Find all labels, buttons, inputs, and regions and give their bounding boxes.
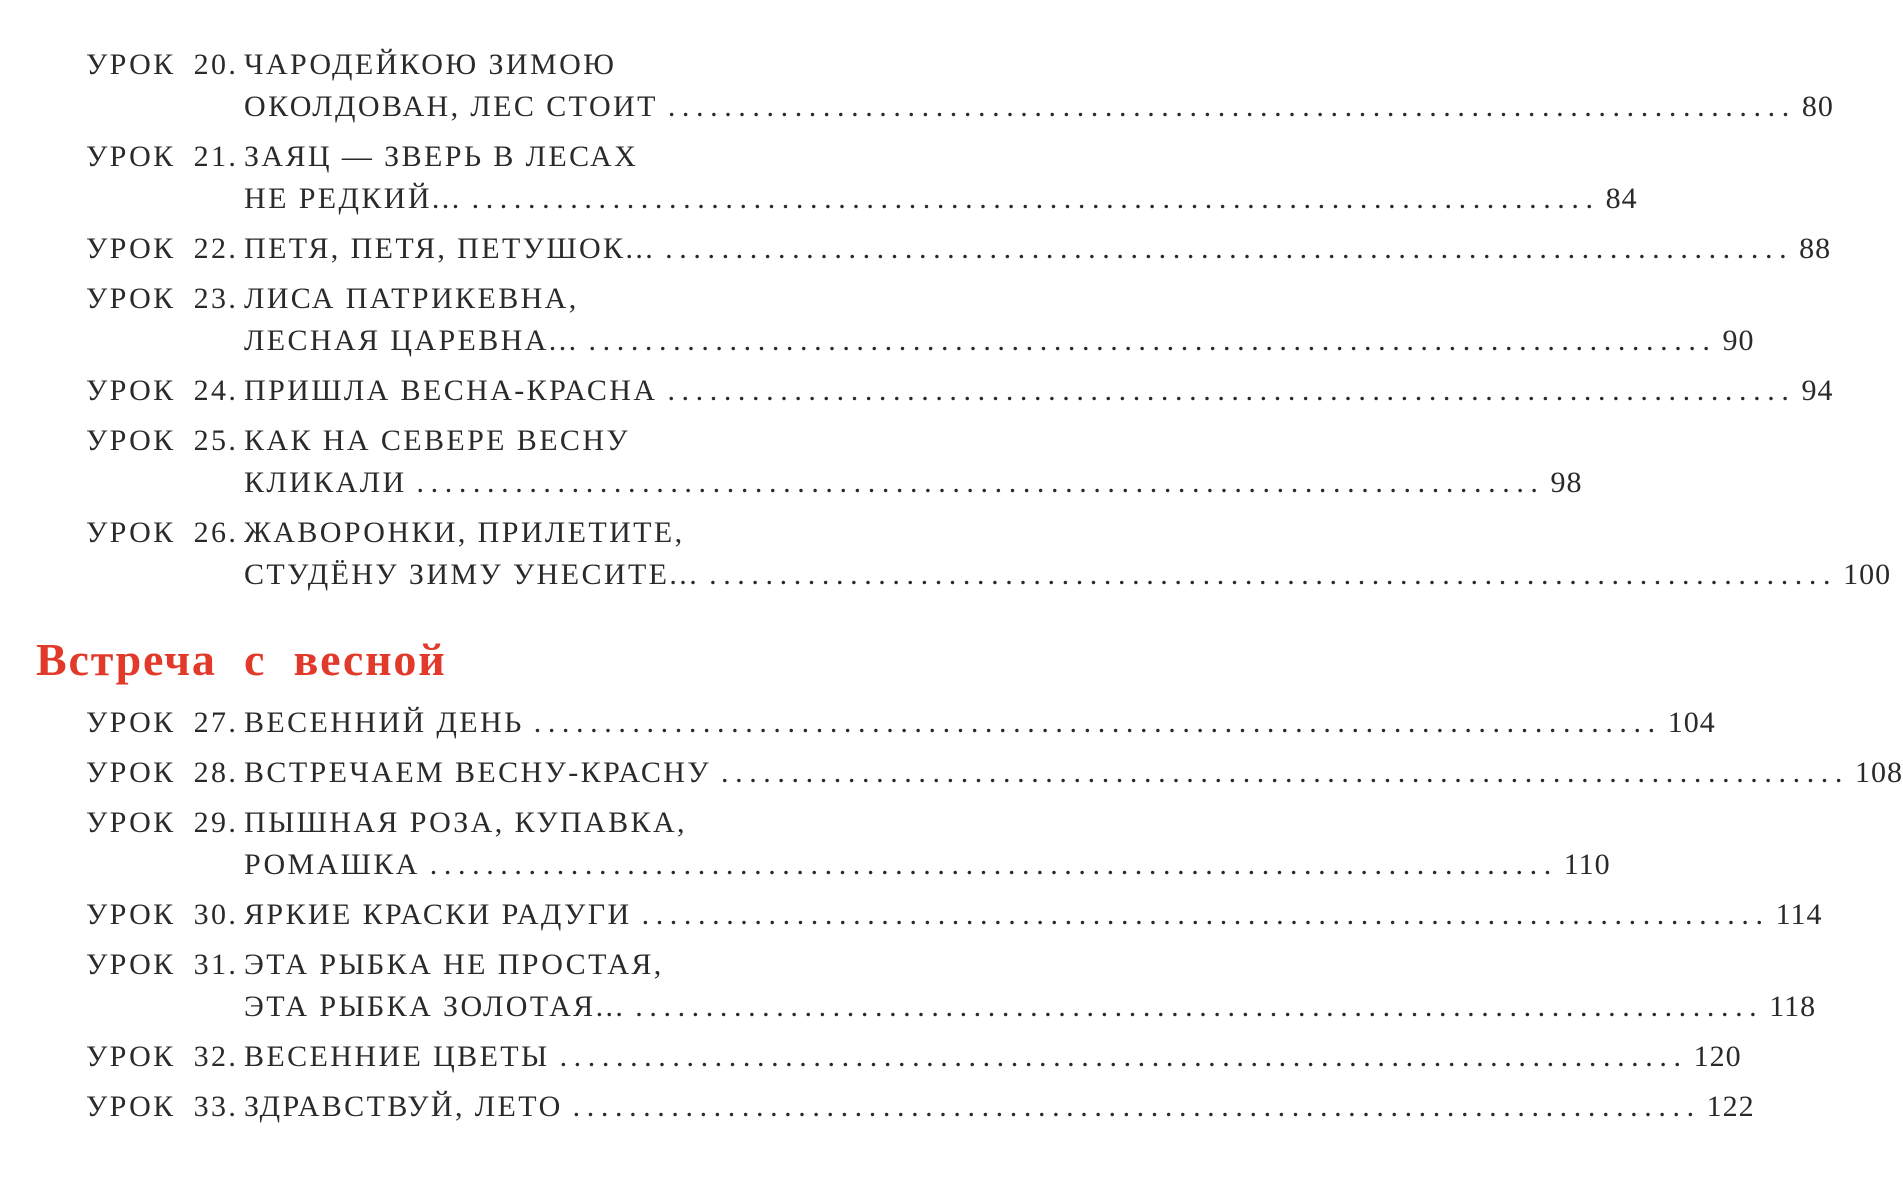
title-line (244, 86, 1834, 128)
title-line (244, 370, 1834, 412)
toc-entry[interactable] (0, 944, 1817, 1028)
title-line-text: ПЫШНАЯ РОЗА, КУПАВКА, (244, 806, 687, 839)
lesson-label (86, 894, 238, 936)
lesson-word: УРОК (86, 948, 176, 981)
lesson-number: 27. (193, 706, 239, 739)
title-line (244, 1086, 1755, 1128)
dot-leader: ................................................................................ (559, 1040, 1688, 1073)
title-line-text: ЛЕСНАЯ ЦАРЕВНА... (244, 324, 579, 357)
page-number: 100 (1843, 558, 1892, 591)
page-number: 114 (1775, 898, 1823, 931)
lesson-title (244, 228, 1832, 270)
lesson-title (244, 802, 1611, 886)
lesson-title (244, 278, 1755, 362)
dot-leader: ................................................................................ (416, 466, 1545, 499)
lesson-title (244, 370, 1834, 412)
page-number: 84 (1605, 182, 1638, 215)
title-line (244, 894, 1823, 936)
lesson-number: 33. (193, 1090, 239, 1123)
title-line (244, 554, 1892, 596)
lesson-word: УРОК (86, 1090, 176, 1123)
lesson-title (244, 702, 1716, 744)
title-line-text: ЗДРАВСТВУЙ, ЛЕТО (244, 1090, 563, 1123)
lesson-label (86, 702, 238, 744)
toc-entry[interactable] (0, 702, 1716, 744)
title-line-text: ОКОЛДОВАН, ЛЕС СТОИТ (244, 90, 658, 123)
lesson-title (244, 136, 1638, 220)
title-line (244, 278, 868, 320)
title-line (244, 752, 1903, 794)
lesson-word: УРОК (86, 282, 176, 315)
title-line (244, 844, 1611, 886)
toc-entry[interactable] (0, 1036, 1742, 1078)
lesson-word: УРОК (86, 48, 176, 81)
toc-list-winter (0, 44, 1892, 596)
lesson-number: 20. (193, 48, 239, 81)
title-line (244, 702, 1716, 744)
lesson-number: 30. (193, 898, 239, 931)
section-heading-text: Встреча с весной (36, 634, 447, 685)
title-line-text: КАК НА СЕВЕРЕ ВЕСНУ (244, 424, 631, 457)
lesson-word: УРОК (86, 806, 176, 839)
dot-leader: ................................................................................ (533, 706, 1662, 739)
title-line (244, 1036, 1742, 1078)
lesson-number: 29. (193, 806, 239, 839)
title-line-text: ЯРКИЕ КРАСКИ РАДУГИ (244, 898, 632, 931)
lesson-label (86, 752, 238, 794)
lesson-label (86, 944, 238, 986)
page-number: 110 (1563, 848, 1611, 881)
page-number: 88 (1799, 232, 1832, 265)
dot-leader: ................................................................................ (667, 374, 1796, 407)
title-line-text: ЗАЯЦ — ЗВЕРЬ В ЛЕСАХ (244, 140, 639, 173)
page-number: 120 (1693, 1040, 1742, 1073)
lesson-title (244, 512, 1892, 596)
lesson-label (86, 512, 238, 554)
title-line (244, 462, 1583, 504)
page-number: 94 (1801, 374, 1834, 407)
toc-entry[interactable] (0, 278, 1755, 362)
page-number: 118 (1769, 990, 1817, 1023)
title-line (244, 136, 868, 178)
lesson-label (86, 278, 238, 320)
lesson-number: 23. (193, 282, 239, 315)
lesson-word: УРОК (86, 516, 176, 549)
title-line-text: ЛИСА ПАТРИКЕВНА, (244, 282, 579, 315)
title-line-text: РОМАШКА (244, 848, 420, 881)
toc-entry[interactable] (0, 136, 1638, 220)
lesson-label (86, 802, 238, 844)
title-line-text: ПРИШЛА ВЕСНА-КРАСНА (244, 374, 658, 407)
toc-entry[interactable] (0, 512, 1892, 596)
lesson-label (86, 44, 238, 86)
dot-leader: ................................................................................ (471, 182, 1600, 215)
lesson-number: 21. (193, 140, 239, 173)
lesson-label (86, 420, 238, 462)
dot-leader: ................................................................................ (665, 232, 1794, 265)
lesson-word: УРОК (86, 756, 176, 789)
dot-leader: ................................................................................ (667, 90, 1796, 123)
title-line-text: ЭТА РЫБКА НЕ ПРОСТАЯ, (244, 948, 664, 981)
page-number: 122 (1706, 1090, 1755, 1123)
dot-leader: ................................................................................ (721, 756, 1849, 789)
lesson-label (86, 1036, 238, 1078)
lesson-number: 25. (193, 424, 239, 457)
toc-entry[interactable] (0, 802, 1611, 886)
toc-entry[interactable] (0, 228, 1832, 270)
lesson-number: 24. (193, 374, 239, 407)
dot-leader: ................................................................................ (641, 898, 1770, 931)
dot-leader: ................................................................................ (429, 848, 1558, 881)
lesson-word: УРОК (86, 424, 176, 457)
lesson-title (244, 44, 1834, 128)
dot-leader: ................................................................................ (635, 990, 1764, 1023)
title-line (244, 944, 868, 986)
title-line-text: ЖАВОРОНКИ, ПРИЛЕТИТЕ, (244, 516, 685, 549)
title-line (244, 178, 1638, 220)
dot-leader: ................................................................................ (709, 558, 1838, 591)
dot-leader: ................................................................................ (588, 324, 1717, 357)
page-number: 98 (1550, 466, 1583, 499)
title-line-text: ВЕСЕННИЕ ЦВЕТЫ (244, 1040, 550, 1073)
title-line (244, 802, 868, 844)
lesson-title (244, 420, 1583, 504)
lesson-label (86, 228, 238, 270)
section-heading (36, 632, 900, 688)
title-line (244, 44, 868, 86)
lesson-word: УРОК (86, 706, 176, 739)
title-line (244, 320, 1755, 362)
lesson-word: УРОК (86, 140, 176, 173)
lesson-number: 26. (193, 516, 239, 549)
lesson-word: УРОК (86, 898, 176, 931)
page-number: 108 (1855, 756, 1903, 789)
lesson-number: 32. (193, 1040, 239, 1073)
title-line-text: ВСТРЕЧАЕМ ВЕСНУ-КРАСНУ (244, 756, 711, 789)
lesson-label (86, 370, 238, 412)
page-number: 104 (1667, 706, 1716, 739)
lesson-word: УРОК (86, 374, 176, 407)
toc-entry[interactable] (0, 44, 1834, 128)
toc-entry[interactable] (0, 752, 1903, 794)
title-line (244, 228, 1832, 270)
title-line (244, 986, 1817, 1028)
title-line-text: СТУДЁНУ ЗИМУ УНЕСИТЕ... (244, 558, 700, 591)
lesson-number: 28. (193, 756, 239, 789)
lesson-title (244, 894, 1823, 936)
title-line-text: ПЕТЯ, ПЕТЯ, ПЕТУШОК... (244, 232, 656, 265)
lesson-number: 22. (193, 232, 239, 265)
lesson-label (86, 1086, 238, 1128)
lesson-title (244, 944, 1817, 1028)
dot-leader: ................................................................................ (572, 1090, 1701, 1123)
toc-entry[interactable] (0, 894, 1823, 936)
lesson-title (244, 1086, 1755, 1128)
title-line-text: КЛИКАЛИ (244, 466, 407, 499)
title-line (244, 420, 868, 462)
title-line-text: ЭТА РЫБКА ЗОЛОТАЯ... (244, 990, 626, 1023)
toc-entry[interactable] (0, 420, 1583, 504)
lesson-word: УРОК (86, 1040, 176, 1073)
lesson-word: УРОК (86, 232, 176, 265)
title-line-text: ВЕСЕННИЙ ДЕНЬ (244, 706, 524, 739)
toc-entry[interactable] (0, 370, 1834, 412)
page-number: 90 (1722, 324, 1755, 357)
title-line-text: НЕ РЕДКИЙ... (244, 182, 462, 215)
lesson-title (244, 752, 1903, 794)
title-line (244, 512, 868, 554)
toc-list-spring (0, 702, 1903, 1128)
lesson-label (86, 136, 238, 178)
lesson-title (244, 1036, 1742, 1078)
lesson-number: 31. (193, 948, 239, 981)
title-line-text: ЧАРОДЕЙКОЮ ЗИМОЮ (244, 48, 617, 81)
toc-entry[interactable] (0, 1086, 1755, 1128)
page-number: 80 (1801, 90, 1834, 123)
